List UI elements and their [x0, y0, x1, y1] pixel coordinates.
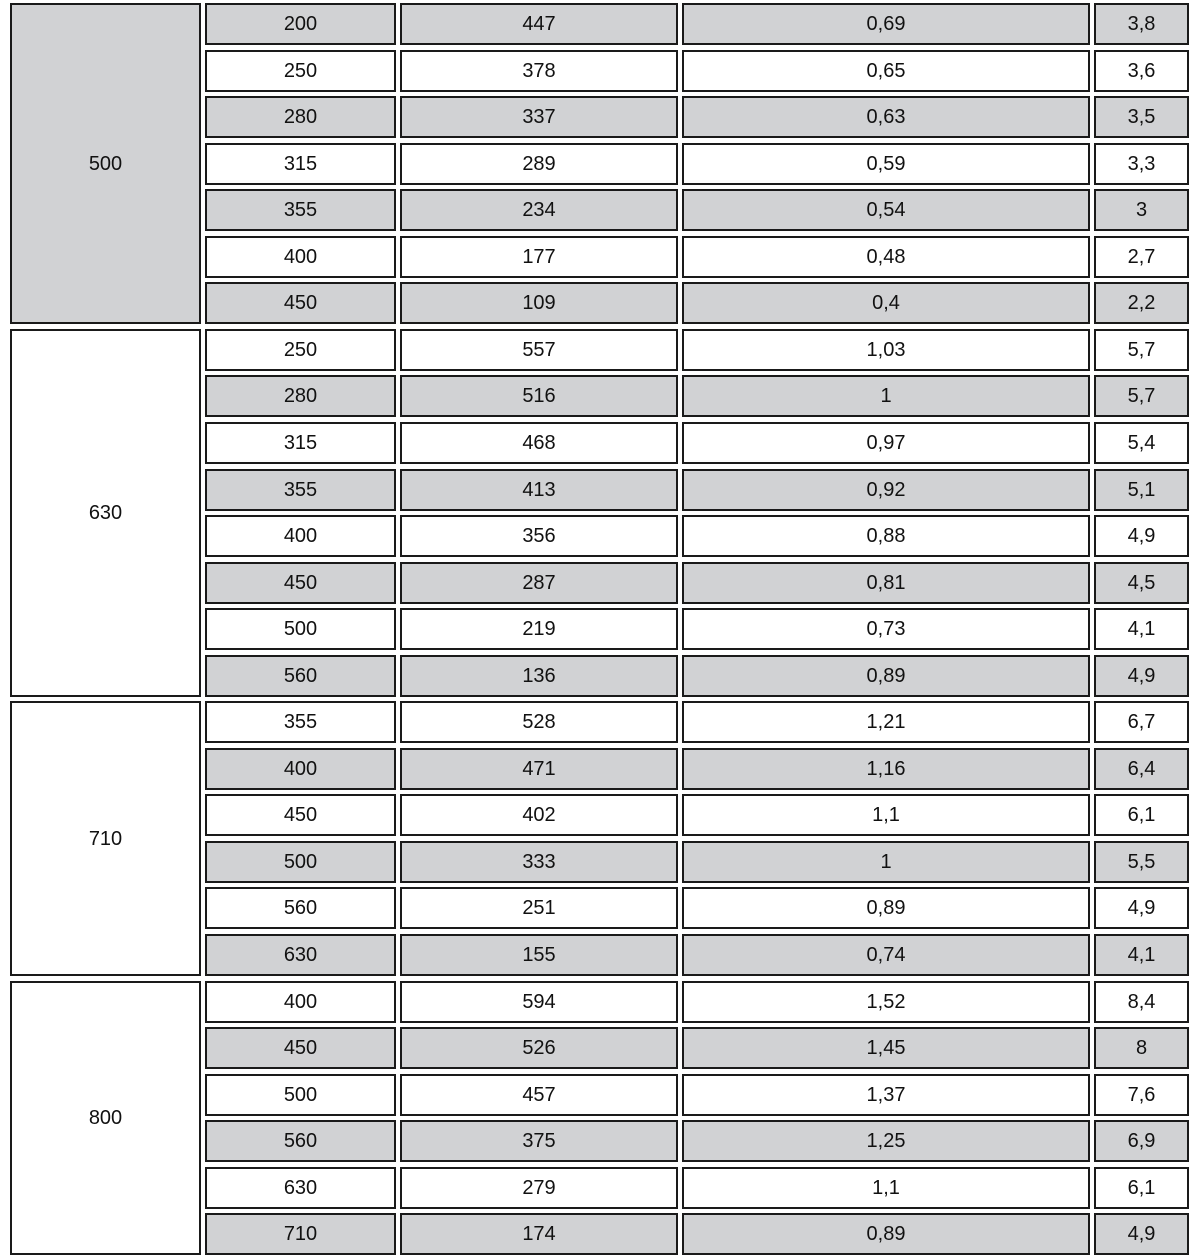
value-c-cell: 3: [1094, 189, 1189, 231]
value-a-cell: 378: [400, 50, 678, 92]
value-a-cell: 155: [400, 934, 678, 976]
size-cell: 400: [205, 748, 396, 790]
value-b-cell: 1: [682, 841, 1090, 883]
value-b-cell: 1,45: [682, 1027, 1090, 1069]
group-header-cell: 800: [10, 981, 201, 1256]
value-c-cell: 4,1: [1094, 608, 1189, 650]
size-cell: 710: [205, 1213, 396, 1255]
value-a-cell: 413: [400, 469, 678, 511]
size-cell: 500: [205, 841, 396, 883]
value-a-cell: 375: [400, 1120, 678, 1162]
size-cell: 500: [205, 608, 396, 650]
value-c-cell: 3,8: [1094, 3, 1189, 45]
value-c-cell: 6,4: [1094, 748, 1189, 790]
value-a-cell: 528: [400, 701, 678, 743]
size-cell: 280: [205, 375, 396, 417]
value-c-cell: 3,5: [1094, 96, 1189, 138]
value-b-cell: 0,69: [682, 3, 1090, 45]
value-b-cell: 1,1: [682, 794, 1090, 836]
size-cell: 560: [205, 1120, 396, 1162]
value-a-cell: 251: [400, 887, 678, 929]
size-cell: 280: [205, 96, 396, 138]
value-c-cell: 4,9: [1094, 515, 1189, 557]
value-b-cell: 1,21: [682, 701, 1090, 743]
value-c-cell: 7,6: [1094, 1074, 1189, 1116]
value-a-cell: 557: [400, 329, 678, 371]
value-c-cell: 5,7: [1094, 375, 1189, 417]
value-b-cell: 0,59: [682, 143, 1090, 185]
value-c-cell: 6,7: [1094, 701, 1189, 743]
value-b-cell: 0,73: [682, 608, 1090, 650]
value-c-cell: 4,5: [1094, 562, 1189, 604]
size-cell: 200: [205, 3, 396, 45]
size-cell: 560: [205, 887, 396, 929]
size-cell: 630: [205, 1167, 396, 1209]
size-cell: 355: [205, 469, 396, 511]
value-b-cell: 0,4: [682, 282, 1090, 324]
value-a-cell: 526: [400, 1027, 678, 1069]
size-cell: 355: [205, 701, 396, 743]
value-a-cell: 402: [400, 794, 678, 836]
value-a-cell: 337: [400, 96, 678, 138]
value-b-cell: 0,97: [682, 422, 1090, 464]
value-c-cell: 5,1: [1094, 469, 1189, 511]
value-b-cell: 0,89: [682, 1213, 1090, 1255]
value-c-cell: 3,6: [1094, 50, 1189, 92]
value-c-cell: 4,9: [1094, 887, 1189, 929]
value-a-cell: 109: [400, 282, 678, 324]
value-b-cell: 0,89: [682, 655, 1090, 697]
value-c-cell: 5,5: [1094, 841, 1189, 883]
value-b-cell: 0,88: [682, 515, 1090, 557]
value-a-cell: 136: [400, 655, 678, 697]
size-cell: 315: [205, 422, 396, 464]
value-b-cell: 0,74: [682, 934, 1090, 976]
value-b-cell: 0,48: [682, 236, 1090, 278]
size-cell: 400: [205, 981, 396, 1023]
value-c-cell: 6,1: [1094, 794, 1189, 836]
value-a-cell: 447: [400, 3, 678, 45]
value-b-cell: 1,1: [682, 1167, 1090, 1209]
value-c-cell: 8: [1094, 1027, 1189, 1069]
value-c-cell: 3,3: [1094, 143, 1189, 185]
value-b-cell: 1,37: [682, 1074, 1090, 1116]
value-c-cell: 6,9: [1094, 1120, 1189, 1162]
value-b-cell: 1,03: [682, 329, 1090, 371]
value-a-cell: 333: [400, 841, 678, 883]
value-c-cell: 4,1: [1094, 934, 1189, 976]
value-c-cell: 5,4: [1094, 422, 1189, 464]
value-b-cell: 1: [682, 375, 1090, 417]
value-a-cell: 174: [400, 1213, 678, 1255]
value-a-cell: 287: [400, 562, 678, 604]
value-a-cell: 177: [400, 236, 678, 278]
value-b-cell: 0,63: [682, 96, 1090, 138]
value-c-cell: 5,7: [1094, 329, 1189, 371]
value-b-cell: 0,65: [682, 50, 1090, 92]
value-c-cell: 4,9: [1094, 1213, 1189, 1255]
size-cell: 560: [205, 655, 396, 697]
value-c-cell: 2,2: [1094, 282, 1189, 324]
size-cell: 450: [205, 794, 396, 836]
size-cell: 250: [205, 329, 396, 371]
size-cell: 630: [205, 934, 396, 976]
size-cell: 355: [205, 189, 396, 231]
value-b-cell: 1,52: [682, 981, 1090, 1023]
value-a-cell: 234: [400, 189, 678, 231]
value-b-cell: 1,25: [682, 1120, 1090, 1162]
value-a-cell: 279: [400, 1167, 678, 1209]
value-b-cell: 1,16: [682, 748, 1090, 790]
value-c-cell: 6,1: [1094, 1167, 1189, 1209]
value-c-cell: 4,9: [1094, 655, 1189, 697]
value-a-cell: 468: [400, 422, 678, 464]
size-cell: 450: [205, 562, 396, 604]
value-a-cell: 289: [400, 143, 678, 185]
value-b-cell: 0,54: [682, 189, 1090, 231]
group-header-cell: 630: [10, 329, 201, 697]
value-a-cell: 457: [400, 1074, 678, 1116]
size-cell: 250: [205, 50, 396, 92]
value-a-cell: 219: [400, 608, 678, 650]
size-cell: 400: [205, 236, 396, 278]
value-c-cell: 2,7: [1094, 236, 1189, 278]
size-cell: 450: [205, 282, 396, 324]
size-cell: 450: [205, 1027, 396, 1069]
size-cell: 315: [205, 143, 396, 185]
value-a-cell: 516: [400, 375, 678, 417]
value-b-cell: 0,89: [682, 887, 1090, 929]
group-header-cell: 500: [10, 3, 201, 324]
value-b-cell: 0,92: [682, 469, 1090, 511]
size-cell: 500: [205, 1074, 396, 1116]
value-b-cell: 0,81: [682, 562, 1090, 604]
value-a-cell: 594: [400, 981, 678, 1023]
value-c-cell: 8,4: [1094, 981, 1189, 1023]
value-a-cell: 471: [400, 748, 678, 790]
value-a-cell: 356: [400, 515, 678, 557]
size-cell: 400: [205, 515, 396, 557]
group-header-cell: 710: [10, 701, 201, 976]
